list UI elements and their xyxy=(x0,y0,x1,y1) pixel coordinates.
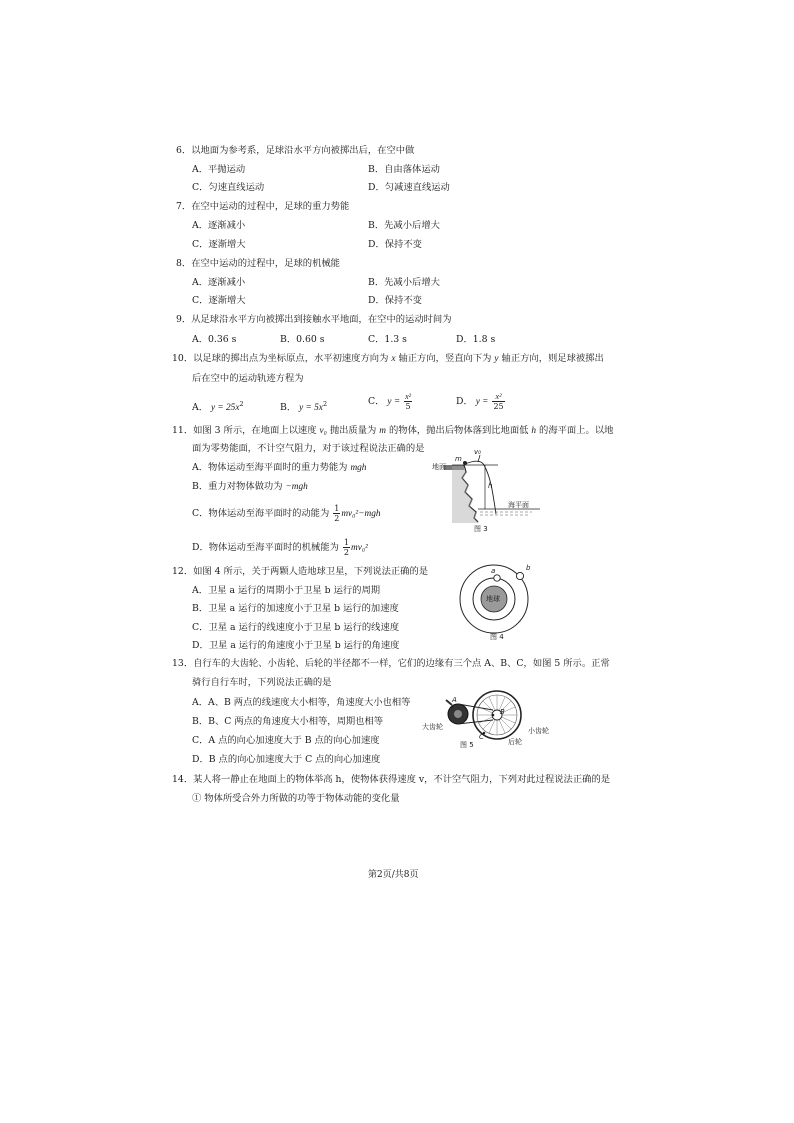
q8-option-a: A．逐渐减小 xyxy=(192,277,246,288)
q6-option-c: C．匀速直线运动 xyxy=(192,182,265,193)
bicycle-gear-diagram xyxy=(422,686,580,748)
figure-4 xyxy=(452,562,536,644)
figure-3-height-label: h xyxy=(488,482,493,490)
q10-stem: 10．以足球的掷出点为坐标原点，水平初速度方向为 x 轴正方向，竖直向下为 y 轴正方向，则足球被掷出 xyxy=(172,353,604,364)
q12-option-d: D．卫星 a 运行的角速度小于卫星 b 运行的角速度 xyxy=(192,640,400,651)
q11-option-c: C．物体运动至海平面时的动能为 $\frac{1}{2}$ mv₀²−mgh xyxy=(192,504,381,523)
figure-5-rear-wheel-label: 后轮 xyxy=(508,738,522,746)
q10-option-c: C． y = $\frac{\text{x²}}{5}$ xyxy=(368,392,412,411)
q13-stem: 13．自行车的大齿轮、小齿轮、后轮的半径都不一样，它们的边缘有三个点 A、B、C，如图 5 所示。正常 xyxy=(172,658,610,669)
cliff-diagram xyxy=(432,452,542,534)
figure-3-velocity-label: v₀ xyxy=(474,448,481,456)
q9-option-b: B．0.60 s xyxy=(280,334,325,345)
q13-option-d: D．B 点的向心加速度大于 C 点的向心加速度 xyxy=(192,754,381,765)
figure-3-ground-label: 地面 xyxy=(432,463,446,471)
figure-4-earth-label: 地球 xyxy=(486,595,500,603)
q8-option-d: D．保持不变 xyxy=(368,295,422,306)
q8-stem: 8．在空中运动的过程中，足球的机械能 xyxy=(176,258,340,269)
q11-option-d: D．物体运动至海平面时的机械能为 $\frac{1}{2}$ mv₀² xyxy=(192,538,368,557)
q12-option-c: C．卫星 a 运行的线速度小于卫星 b 运行的线速度 xyxy=(192,622,400,633)
q7-option-b: B．先减小后增大 xyxy=(368,220,440,231)
q8-option-b: B．先减小后增大 xyxy=(368,277,440,288)
q9-stem: 9．从足球沿水平方向被掷出到接触水平地面，在空中的运动时间为 xyxy=(176,314,452,325)
figure-3-mass-label: m xyxy=(455,455,462,463)
q7-option-c: C．逐渐增大 xyxy=(192,239,246,250)
q6-option-b: B．自由落体运动 xyxy=(368,164,440,175)
figure-4-satellite-a-label: a xyxy=(491,567,496,575)
q10-stem-line2: 后在空中的运动轨迹方程为 xyxy=(192,373,304,384)
q13-option-b: B．B、C 两点的角速度大小相等，周期也相等 xyxy=(192,716,384,727)
q6-option-d: D．匀减速直线运动 xyxy=(368,182,450,193)
figure-4-satellite-b-label: b xyxy=(526,564,531,572)
q11-option-b: B．重力对物体做功为 −mgh xyxy=(192,481,308,492)
q12-option-b: B．卫星 a 运行的加速度小于卫星 b 运行的加速度 xyxy=(192,603,399,614)
figure-3 xyxy=(432,448,542,534)
q9-option-d: D．1.8 s xyxy=(456,334,496,345)
page-footer: 第2页/共8页 xyxy=(368,870,419,880)
q13-option-c: C．A 点的向心加速度大于 B 点的向心加速度 xyxy=(192,735,380,746)
q12-stem: 12．如图 4 所示，关于两颗人造地球卫星，下列说法正确的是 xyxy=(172,566,429,577)
q8-option-c: C．逐渐增大 xyxy=(192,295,246,306)
figure-5-big-gear-label: 大齿轮 xyxy=(422,723,443,731)
q11-stem-line2: 面为零势能面，不计空气阻力，对于该过程说法正确的是 xyxy=(192,443,425,454)
q13-stem-line2: 骑行自行车时，下列说法正确的是 xyxy=(192,677,332,688)
figure-3-caption: 图 3 xyxy=(474,525,488,533)
q7-option-d: D．保持不变 xyxy=(368,239,422,250)
q6-option-a: A．平抛运动 xyxy=(192,164,246,175)
q11-option-a: A．物体运动至海平面时的重力势能为 mgh xyxy=(192,462,367,473)
q11-stem: 11．如图 3 所示，在地面上以速度 v₀ 抛出质量为 m 的物体，抛出后物体落到比地面低 h 的海平面上。以地 xyxy=(172,425,614,436)
figure-3-sea-label: 海平面 xyxy=(508,501,529,509)
q14-stem: 14．某人将一静止在地面上的物体举高 h，使物体获得速度 v，不计空气阻力，下列对此过程说法正确的是 xyxy=(172,774,611,785)
q9-option-a: A．0.36 s xyxy=(192,334,237,345)
q6-stem: 6．以地面为参考系，足球沿水平方向被掷出后，在空中做 xyxy=(176,145,415,156)
q13-option-a: A．A、B 两点的线速度大小相等，角速度大小也相等 xyxy=(192,697,411,708)
q9-option-c: C．1.3 s xyxy=(368,334,407,345)
figure-5-point-b-label: B xyxy=(500,708,505,716)
figure-5-point-c-label: C xyxy=(479,733,484,741)
q7-option-a: A．逐渐减小 xyxy=(192,220,246,231)
q10-option-b: B． $y = 5x^2$ xyxy=(280,400,328,414)
figure-5-caption: 图 5 xyxy=(460,741,474,749)
q7-stem: 7．在空中运动的过程中，足球的重力势能 xyxy=(176,201,350,212)
figure-5-point-a-label: A xyxy=(452,696,457,704)
figure-5-small-gear-label: 小齿轮 xyxy=(528,727,549,735)
q12-option-a: A．卫星 a 运行的周期小于卫星 b 运行的周期 xyxy=(192,585,381,596)
q14-statement-1: ① 物体所受合外力所做的功等于物体动能的变化量 xyxy=(192,793,400,804)
q10-option-d: D． y = $\frac{\text{x²}}{25}$ xyxy=(456,392,504,411)
figure-4-caption: 图 4 xyxy=(490,633,504,641)
q10-option-a: A． $y = 25x^2$ xyxy=(192,400,244,414)
figure-5 xyxy=(422,686,580,748)
